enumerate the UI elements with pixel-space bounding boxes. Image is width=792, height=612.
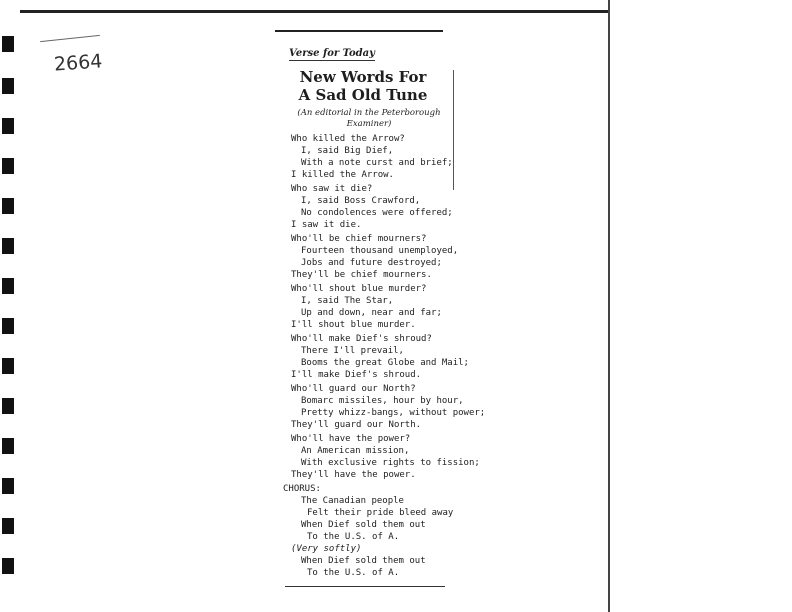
verse-line: I, said Big Dief,	[301, 146, 394, 156]
verse-line: I'll make Dief's shroud.	[291, 370, 422, 380]
verse-line: Who'll have the power?	[291, 434, 411, 444]
verse-line: Who'll shout blue murder?	[291, 284, 427, 294]
verse-line: Who saw it die?	[291, 184, 373, 194]
chorus-label: CHORUS:	[283, 484, 321, 494]
handwritten-page-number: 2664	[53, 50, 104, 76]
verse-line: I'll shout blue murder.	[291, 320, 416, 330]
verse-line: The Canadian people	[301, 496, 404, 506]
verse-line: I, said Boss Crawford,	[301, 196, 421, 206]
binder-holes	[0, 0, 18, 612]
stage-direction: (Very softly)	[291, 544, 362, 554]
verse-line: Pretty whizz-bangs, without power;	[301, 408, 486, 418]
binder-hole	[2, 358, 14, 374]
verse-line: Who'll make Dief's shroud?	[291, 334, 432, 344]
binder-hole	[2, 278, 14, 294]
page-edge-top	[20, 10, 610, 13]
binder-hole	[2, 518, 14, 534]
verse-line: Felt their pride bleed away	[307, 508, 454, 518]
headline-line-2: A Sad Old Tune	[298, 86, 428, 104]
verse-line: Jobs and future destroyed;	[301, 258, 442, 268]
binder-hole	[2, 198, 14, 214]
pen-stroke	[40, 35, 100, 42]
verse-line: Who'll guard our North?	[291, 384, 416, 394]
verse-line: I killed the Arrow.	[291, 170, 394, 180]
verse-line: There I'll prevail,	[301, 346, 404, 356]
binder-hole	[2, 478, 14, 494]
binder-hole	[2, 438, 14, 454]
verse-line: An American mission,	[301, 446, 410, 456]
binder-hole	[2, 318, 14, 334]
verse-line: To the U.S. of A.	[307, 532, 400, 542]
verse-line: With exclusive rights to fission;	[301, 458, 480, 468]
newspaper-clipping	[283, 30, 486, 578]
verse-line: They'll guard our North.	[291, 420, 422, 430]
verse-line: With a note curst and brief;	[301, 158, 453, 168]
binder-hole	[2, 36, 14, 52]
binder-hole	[2, 398, 14, 414]
verse-line: I saw it die.	[291, 220, 362, 230]
verse-line: Who'll be chief mourners?	[291, 234, 427, 244]
verse-line: Fourteen thousand unemployed,	[301, 246, 459, 256]
headline-line-1: New Words For	[299, 68, 427, 86]
binder-hole	[2, 558, 14, 574]
verse-line: To the U.S. of A.	[307, 568, 400, 578]
verse-line: Bomarc missiles, hour by hour,	[301, 396, 464, 406]
binder-hole	[2, 158, 14, 174]
kicker: Verse for Today	[289, 48, 375, 59]
subtitle	[289, 108, 449, 130]
verse-line: They'll have the power.	[291, 470, 416, 480]
verse-line: I, said The Star,	[301, 296, 394, 306]
binder-hole	[2, 238, 14, 254]
verse-line: When Dief sold them out	[301, 556, 426, 566]
verse-line: No condolences were offered;	[301, 208, 453, 218]
binder-hole	[2, 118, 14, 134]
page-edge-right	[608, 0, 610, 612]
verse-line: Up and down, near and far;	[301, 308, 442, 318]
verse-line: Who killed the Arrow?	[291, 134, 405, 144]
binder-hole	[2, 78, 14, 94]
verse-line: Booms the great Globe and Mail;	[301, 358, 469, 368]
verse-line: They'll be chief mourners.	[291, 270, 432, 280]
subtitle-line-2: Examiner)	[346, 119, 392, 129]
top-rule	[275, 30, 443, 32]
verse-line: When Dief sold them out	[301, 520, 426, 530]
subtitle-line-1: (An editorial in the Peterborough	[297, 108, 441, 118]
bottom-rule	[285, 586, 445, 587]
column-edge	[453, 70, 454, 190]
